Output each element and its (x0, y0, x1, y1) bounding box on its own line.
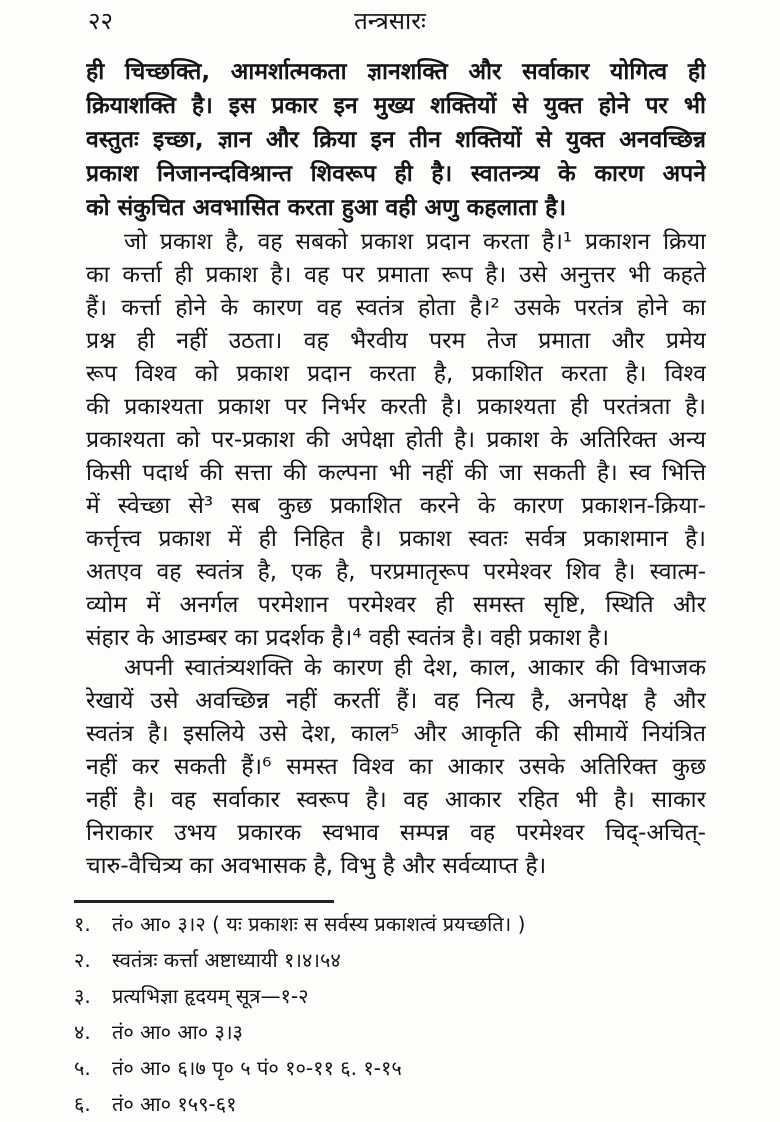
running-title: तन्त्रसारः (354, 7, 426, 35)
text-line: को संकुचित अवभासित करता हुआ वही अणु कहलाता है। (86, 195, 567, 221)
text-line: अतएव वह स्वतंत्र है, एक है, परप्रमातृरूप परमेश्वर शिव है। स्वात्म- (86, 559, 706, 585)
footnote-number: ६. (74, 1092, 91, 1116)
bold-paragraph (86, 55, 706, 225)
text-line: किसी पदार्थ की सत्ता की कल्पना भी नहीं की जा सकती है। स्व भित्ति (86, 460, 706, 486)
text-line: कर्त्तृत्त्व प्रकाश में ही निहित है। प्रकाश स्वतः सर्वत्र प्रकाशमान है। (86, 526, 706, 552)
text-line: नहीं है। वह सर्वाकार स्वरूप है। वह आकार रहित भी है। साकार (86, 787, 706, 813)
footnote-number: ४. (74, 1020, 91, 1044)
paragraph-2 (86, 652, 706, 883)
text-line: की प्रकाश्यता प्रकाश पर निर्भर करती है। प्रकाश्यता ही परतंत्रता है। (86, 394, 706, 420)
text-line: जो प्रकाश है, वह सबको प्रकाश प्रदान करता है।¹ प्रकाशन क्रिया (124, 229, 706, 255)
footnote (74, 942, 674, 978)
footnote-text: तं० आ० आ० ३।३ (112, 1020, 243, 1044)
text-line: हैं। कर्त्ता होने के कारण वह स्वतंत्र होता है।² उसके परतंत्र होने का (86, 295, 706, 321)
text-line: प्रश्न ही नहीं उठता। वह भैरवीय परम तेज प्रमाता और प्रमेय (86, 328, 706, 354)
footnote-text: तं० आ० १५९-६१ (112, 1092, 237, 1116)
footnote (74, 1050, 674, 1086)
footnote-number: ३. (74, 984, 91, 1008)
text-line: चारु-वैचित्र्य का अवभासक है, विभु है और सर्वव्याप्त है। (86, 853, 547, 879)
text-line: प्रकाश्यता को पर-प्रकाश की अपेक्षा होती है। प्रकाश के अतिरिक्त अन्य (86, 427, 706, 453)
footnote-text: तं० आ० ६।७ पृ० ५ पं० १०-११ ६. १-१५ (112, 1056, 402, 1080)
footnote-text: स्वतंत्रः कर्त्ता अष्टाध्यायी १।४।५४ (112, 948, 341, 972)
text-line: में स्वेच्छा से³ सब कुछ प्रकाशित करने के कारण प्रकाशन-क्रिया- (86, 493, 706, 519)
footnote (74, 1014, 674, 1050)
footnote-number: १. (74, 912, 91, 936)
text-line: स्वतंत्र है। इसलिये उसे देश, काल⁵ और आकृति की सीमायें नियंत्रित (86, 721, 706, 747)
text-line: रूप विश्व को प्रकाश प्रदान करता है, प्रकाशित करता है। विश्व (86, 361, 706, 387)
text-line: निराकार उभय प्रकारक स्वभाव सम्पन्न वह परमेश्वर चिद्-अचित्- (86, 820, 706, 846)
footnote (74, 906, 674, 942)
page-number: २२ (88, 7, 113, 35)
text-line: नहीं कर सकती हैं।⁶ समस्त विश्व का आकार उसके अतिरिक्त कुछ (86, 754, 706, 780)
text-line: का कर्त्ता ही प्रकाश है। वह पर प्रमाता रूप है। उसे अनुत्तर भी कहते (86, 262, 706, 288)
text-line: अपनी स्वातंत्र्यशक्ति के कारण ही देश, काल, आकार की विभाजक (124, 655, 706, 681)
footnote (74, 1086, 674, 1122)
footnote-text: प्रत्यभिज्ञा हृदयम् सूत्र—१-२ (112, 984, 309, 1008)
text-line: संहार के आडम्बर का प्रदर्शक है।⁴ वही स्वतंत्र है। वही प्रकाश है। (86, 625, 610, 651)
footnotes (74, 906, 674, 1122)
text-line: क्रियाशक्ति है। इस प्रकार इन मुख्य शक्तियों से युक्त होने पर भी (86, 93, 706, 119)
text-line: ही चिच्छक्ति, आमर्शात्मकता ज्ञानशक्ति और सर्वाकार योगित्व ही (86, 59, 706, 85)
paragraph-1 (86, 226, 706, 655)
text-line: रेखायें उसे अवच्छिन्न नहीं करतीं हैं। वह नित्य है, अनपेक्ष है और (86, 688, 706, 714)
text-line: व्योम में अनर्गल परमेशान परमेश्वर ही समस्त सृष्टि, स्थिति और (86, 592, 706, 618)
text-line: वस्तुतः इच्छा, ज्ञान और क्रिया इन तीन शक्तियों से युक्त अनवच्छिन्न (86, 127, 706, 153)
footnote-number: ५. (74, 1056, 91, 1080)
footnote-text: तं० आ० ३।२ ( यः प्रकाशः स सर्वस्य प्रकाशत्वं प्रयच्छति। ) (112, 912, 526, 936)
text-line: प्रकाश निजानन्दविश्रान्त शिवरूप ही है। स्वातन्त्र्य के कारण अपने (86, 161, 706, 187)
footnote-divider (74, 900, 334, 903)
footnote (74, 978, 674, 1014)
footnote-number: २. (74, 948, 91, 972)
